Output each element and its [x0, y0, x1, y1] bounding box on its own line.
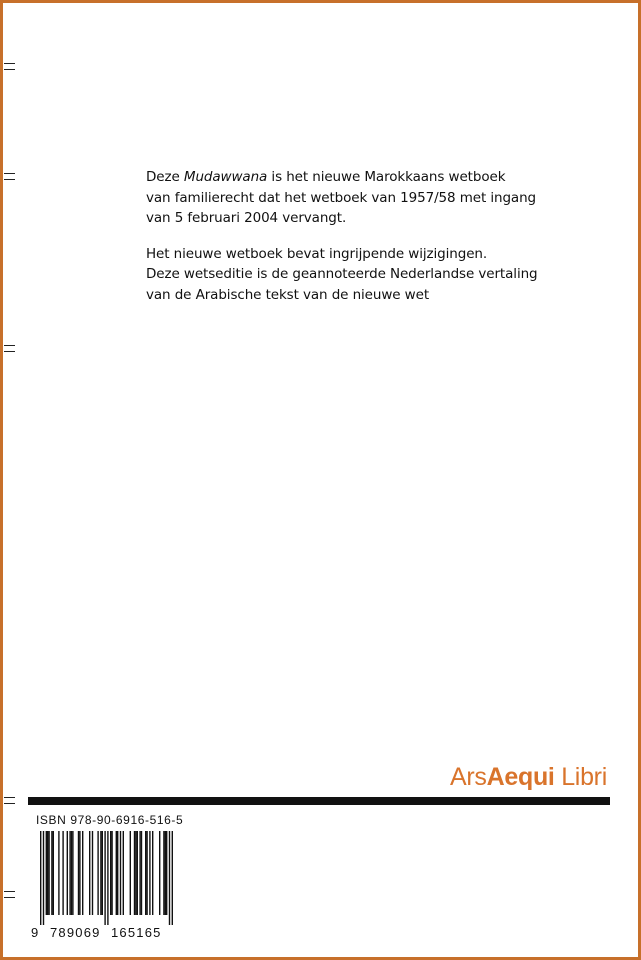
barcode-guard-bar [43, 831, 44, 925]
barcode-bar [100, 831, 101, 915]
registration-mark [4, 63, 15, 70]
barcode-bar [110, 831, 111, 915]
barcode-bar [134, 831, 135, 915]
blurb-paragraph-1 [146, 167, 546, 229]
barcode-bar [165, 831, 166, 915]
blurb-text: is het nieuwe Marokkaans wetboek [267, 169, 506, 185]
barcode-bar [92, 831, 93, 915]
barcode-guard-bar [172, 831, 173, 925]
barcode-guard-bar [40, 831, 41, 925]
publisher-logo [450, 763, 607, 792]
barcode-bar [47, 831, 48, 915]
barcode-bar [146, 831, 147, 915]
barcode-bar [120, 831, 121, 915]
blurb-paragraph-2 [146, 244, 546, 306]
barcode-bar [89, 831, 90, 915]
barcode-bar [111, 831, 112, 915]
barcode-bar [82, 831, 83, 915]
blurb-line: Deze wetseditie is de geannoteerde Nederlandse vertaling [146, 266, 538, 282]
barcode-bar [137, 831, 138, 915]
barcode-bar [78, 831, 79, 915]
barcode-bar [116, 831, 117, 915]
barcode-bar [159, 831, 160, 915]
publisher-logo-part: Libri [554, 763, 607, 791]
barcode-bar [117, 831, 118, 915]
barcode-bar [79, 831, 80, 915]
barcode-bar [130, 831, 131, 915]
barcode-bar [141, 831, 142, 915]
registration-mark [4, 173, 15, 180]
barcode-bar [53, 831, 54, 915]
barcode-bar [58, 831, 59, 915]
barcode-bar [72, 831, 73, 915]
barcode-digits-right: 165165 [111, 925, 162, 940]
black-divider-bar [28, 797, 610, 805]
isbn-barcode [31, 831, 173, 925]
blurb-italic-title: Mudawwana [183, 169, 268, 185]
barcode-guard-bar [107, 831, 108, 925]
barcode-bar [163, 831, 164, 915]
barcode-bar [71, 831, 72, 915]
barcode-bar [51, 831, 52, 915]
back-cover-blurb [146, 167, 546, 320]
barcode-bar [69, 831, 70, 915]
publisher-logo-part: Aequi [486, 763, 555, 791]
barcode-bar [46, 831, 47, 915]
barcode-digit-first: 9 [31, 925, 40, 940]
barcode-bar [102, 831, 103, 915]
barcode-bar [166, 831, 167, 915]
registration-mark [4, 891, 15, 898]
registration-mark [4, 797, 15, 804]
barcode-bar [97, 831, 98, 915]
barcode-bar [139, 831, 140, 915]
barcode-bar [123, 831, 124, 915]
barcode-bar [67, 831, 68, 915]
blurb-line: van de Arabische tekst van de nieuwe wet [146, 286, 430, 303]
barcode-digits-left: 789069 [50, 925, 101, 940]
blurb-line [146, 167, 546, 188]
barcode-bar [48, 831, 49, 915]
barcode-guard-bar [104, 831, 105, 925]
barcode-bar [62, 831, 63, 915]
blurb-line: Het nieuwe wetboek bevat ingrijpende wijzigingen. [146, 245, 488, 262]
isbn-label: ISBN 978-90-6916-516-5 [36, 813, 184, 827]
barcode-guard-bar [169, 831, 170, 925]
blurb-line: van familierecht dat het wetboek van 1957/58 met ingang [146, 189, 537, 206]
registration-mark [4, 345, 15, 352]
blurb-line: van 5 februari 2004 vervangt. [146, 210, 347, 226]
blurb-text: Deze [146, 169, 184, 185]
barcode-bar [135, 831, 136, 915]
barcode-bar [152, 831, 153, 915]
publisher-logo-part: Ars [450, 763, 487, 791]
barcode-bar [149, 831, 150, 915]
barcode-bar [145, 831, 146, 915]
